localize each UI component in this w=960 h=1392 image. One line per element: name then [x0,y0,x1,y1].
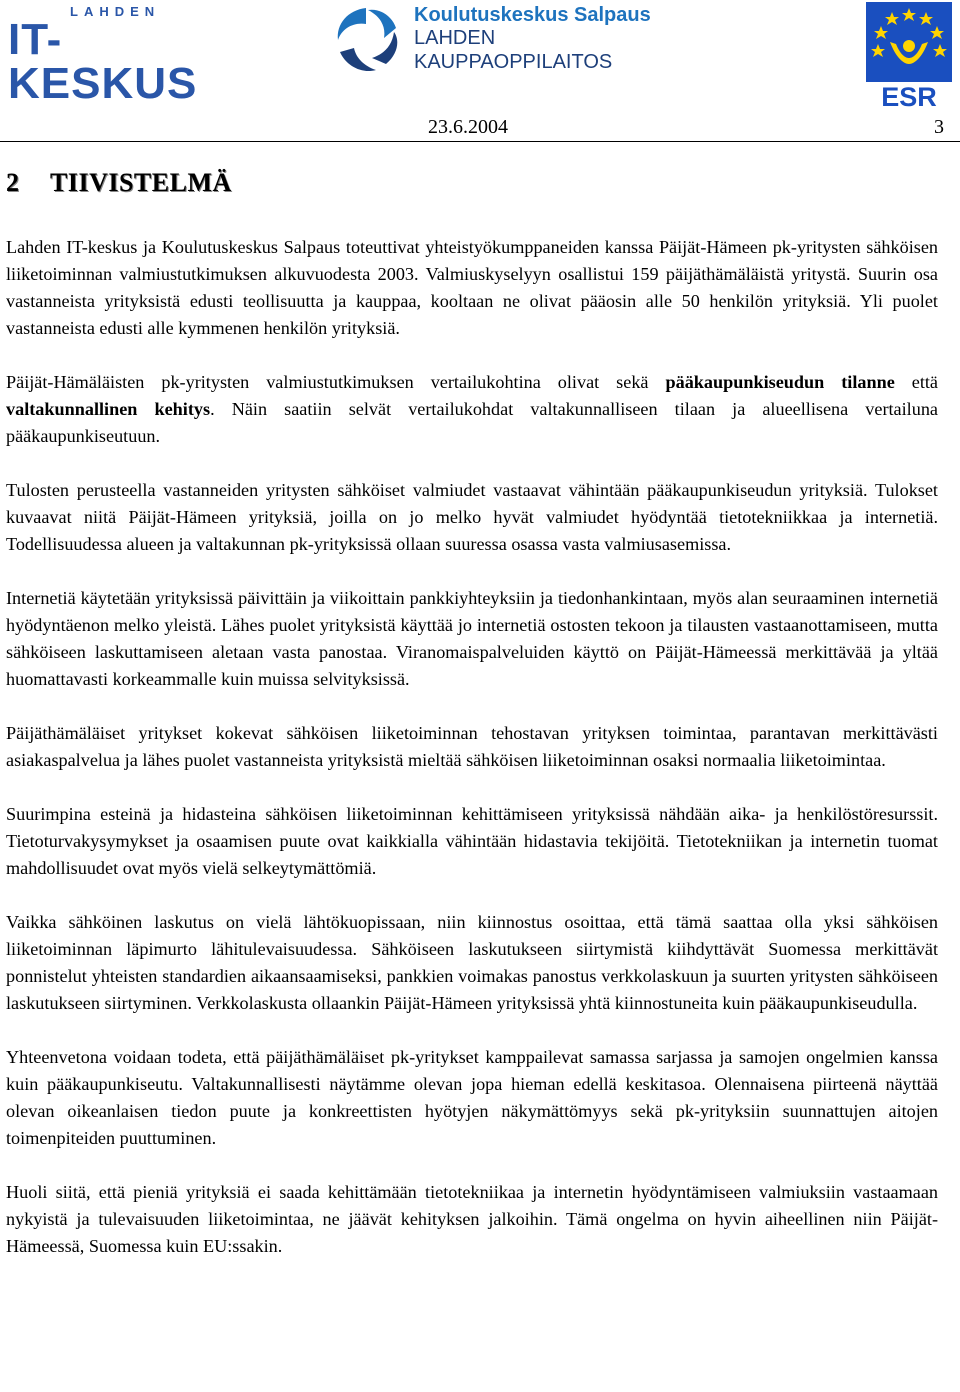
lahden-text: LAHDEN [414,27,496,49]
section-title: TIIVISTELMÄ [50,168,232,197]
body-paragraph [6,369,938,450]
salpaus-logo-text [414,4,651,74]
summary-body [6,234,938,1287]
section-heading [6,168,232,198]
bold-phrase: valtakunnallinen kehitys [6,399,211,419]
kauppaoppilaitos-text: KAUPPAOPPILAITOS [414,51,613,73]
paragraph-text: Päijät-Hämäläisten pk-yritysten valmiustutkimuksen vertailukohtina olivat sekä [6,372,666,392]
body-paragraph [6,477,938,558]
esr-logo-text: ESR [881,82,937,110]
paragraph-text: Vaikka sähköinen laskutus on vielä lähtökuopissaan, niin kiinnostus osoittaa, että tämä saattaa olla yksi sähköisen liiketoiminnan läpimurto lähitulevaisuudessa. Sähköiseen laskutukseen siirtymistä kiihdyttävät Suomessa merkittävät ponnistelut yhteisten standardien aikaansaamiseksi, pankkien voimakas panostus verkkolaskuun ja suurten yritysten sähköiseen laskutukseen siirtyminen. Verkkolaskusta ollaankin Päijät-Hämeen yrityksissä yhtä kiinnostuneita kuin pääkaupunkiseudulla. [6,912,938,1013]
body-paragraph [6,801,938,882]
salpaus-swirl-logo-icon [326,2,406,78]
paragraph-text: Suurimpina esteinä ja hidasteina sähköisen liiketoiminnan kehittämiseen yrityksissä nähdään aika- ja henkilöstöresurssit. Tietoturvakysymykset ja osaamisen puute ovat kaikkialla vähintään hidastavia tekijöitä. Tietotekniikan ja internetin tuomat mahdollisuudet ovat myös vielä selkeytymättömiä. [6,804,938,878]
body-paragraph [6,909,938,1017]
itk-logo-main: IT-KESKUS [8,15,198,108]
paragraph-text: Lahden IT-keskus ja Koulutuskeskus Salpaus toteuttivat yhteistyökumppaneiden kanssa Päijät-Hämeen pk-yritysten sähköisen liiketoiminnan valmiustutkimuksen alkuvuodesta 2003. Valmiuskyselyyn osallistui 159 päijäthämäläistä yritystä. Suurin osa vastanneista yrityksistä edusti teollisuutta ja kauppaa, kooltaan ne olivat pääosin alle 50 henkilön yrityksiä. Yli puolet vastanneista edusti alle kymmenen henkilön yrityksiä. [6,237,938,338]
body-paragraph [6,1179,938,1260]
paragraph-text: Internetiä käytetään yrityksissä päivittäin ja viikoittain pankkiyhteyksiin ja tiedonhankintaan, myös alan seuraaminen internetiä hyödyntäenon melko yleistä. Lähes puolet yrityksistä käyttää jo internetiä ostosten tekoon ja tilausten vastaanottamiseen, mutta sähköiseen laskuttamiseen aletaan vasta panostaa. Viranomaispalveluiden käyttö on Päijät-Hämeessä merkittävää ja yltää huomattavasti korkeammalle kuin muissa selvityksissä. [6,588,938,689]
esr-eu-flag-icon [866,2,952,110]
itk-logo-top: LAHDEN [70,4,161,19]
bold-phrase: pääkaupunkiseudun tilanne [665,372,895,392]
header-divider [0,141,960,142]
body-paragraph [6,1044,938,1152]
salpaus-name: Koulutuskeskus Salpaus [414,4,651,26]
body-paragraph [6,585,938,693]
paragraph-text: Päijäthämäläiset yritykset kokevat sähköisen liiketoiminnan tehostavan yrityksen toimintaa, parantavan merkittävästi asiakaspalvelua ja lähes puolet vastanneista yrityksistä mieltää sähköisen liiketoiminnan osaksi normaalia liiketoimintaa. [6,723,938,770]
body-paragraph [6,234,938,342]
lahden-it-keskus-logo [8,4,248,108]
paragraph-text: että [894,372,939,392]
document-date: 23.6.2004 [428,116,508,138]
paragraph-text: Tulosten perusteella vastanneiden yritysten sähköiset valmiudet vastaavat vähintään pääkaupunkiseudun yrityksiä. Tulokset kuvaavat niitä Päijät-Hämeen yrityksiä, joilla on jo melko hyvät valmiudet hyödyntää tietotekniikkaa ja internetiä. Todellisuudessa alueen ja valtakunnan pk-yrityksissä ollaan suuressa osassa vasta valmiusasemissa. [6,480,938,554]
paragraph-text: Yhteenvetona voidaan todeta, että päijäthämäläiset pk-yritykset kamppailevat samassa sarjassa ja samojen ongelmien kanssa kuin pääkaupunkiseutu. Valtakunnallisesti näytämme olevan jopa hieman edellä keskitasoa. Olennaisena piirteenä näyttää olevan oikeanlaisen tiedon puute ja konkreettisten hyötyjen näkymättömyys sekä pk-yrityksiin suunnattujen aitojen toimenpiteiden puuttuminen. [6,1047,938,1148]
page-header [0,0,960,112]
paragraph-text: Huoli siitä, että pieniä yrityksiä ei saada kehittämään tietotekniikaa ja internetin hyödyntämiseen valmiuksiin vastaamaan nykyistä ja tulevaisuuden liiketoimintaa, ne jäävät kehityksen jalkoihin. Tämä ongelma on hyvin aiheellinen niin Päijät-Hämeessä, Suomessa kuin EU:ssakin. [6,1182,938,1256]
page-number: 3 [934,116,944,138]
paragraph-text: . Näin saatiin selvät vertailukohdat valtakunnalliseen tilaan ja alueellisena vertailuna pääkaupunkiseutuun. [6,399,938,446]
section-number: 2 [6,168,20,197]
body-paragraph [6,720,938,774]
